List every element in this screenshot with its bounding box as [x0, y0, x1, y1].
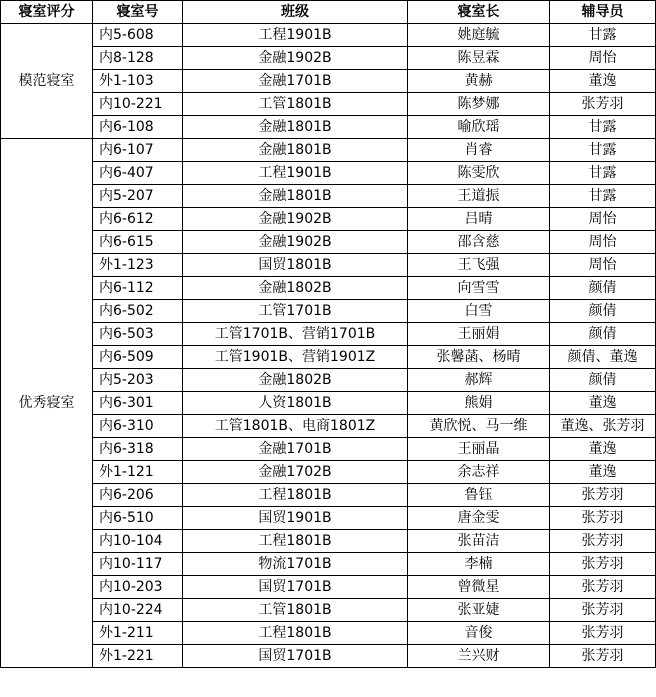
leader-cell: 张苗洁 — [408, 530, 550, 553]
counselor-cell: 颜倩 — [550, 300, 656, 323]
room-cell: 内6-112 — [93, 277, 183, 300]
class-cell: 国贸1701B — [183, 645, 408, 668]
class-cell: 工程1901B — [183, 24, 408, 47]
class-cell: 金融1802B — [183, 369, 408, 392]
room-cell: 内6-612 — [93, 208, 183, 231]
room-cell: 内6-206 — [93, 484, 183, 507]
class-cell: 人资1801B — [183, 392, 408, 415]
table-row — [1, 47, 656, 70]
counselor-cell: 张芳羽 — [550, 599, 656, 622]
counselor-cell: 周怡 — [550, 254, 656, 277]
leader-cell: 张亚婕 — [408, 599, 550, 622]
leader-cell: 鲁钰 — [408, 484, 550, 507]
table-row — [1, 599, 656, 622]
class-cell: 金融1902B — [183, 231, 408, 254]
room-cell: 内5-203 — [93, 369, 183, 392]
room-cell: 内6-310 — [93, 415, 183, 438]
room-cell: 内6-509 — [93, 346, 183, 369]
table-row — [1, 139, 656, 162]
room-cell: 外1-123 — [93, 254, 183, 277]
table-row — [1, 507, 656, 530]
counselor-cell: 张芳羽 — [550, 622, 656, 645]
class-cell: 金融1802B — [183, 277, 408, 300]
class-cell: 工程1901B — [183, 162, 408, 185]
counselor-cell: 甘露 — [550, 162, 656, 185]
class-cell: 国贸1901B — [183, 507, 408, 530]
table-row — [1, 185, 656, 208]
room-cell: 内6-318 — [93, 438, 183, 461]
class-cell: 物流1701B — [183, 553, 408, 576]
leader-cell: 音俊 — [408, 622, 550, 645]
counselor-cell: 张芳羽 — [550, 93, 656, 116]
counselor-cell: 董逸 — [550, 461, 656, 484]
leader-cell: 黄欣悦、马一维 — [408, 415, 550, 438]
class-cell: 工管1701B — [183, 300, 408, 323]
room-cell: 内6-407 — [93, 162, 183, 185]
counselor-cell: 张芳羽 — [550, 553, 656, 576]
counselor-cell: 颜倩、董逸 — [550, 346, 656, 369]
header-room: 寝室号 — [93, 1, 183, 24]
leader-cell: 余志祥 — [408, 461, 550, 484]
room-cell: 内10-104 — [93, 530, 183, 553]
room-cell: 外1-221 — [93, 645, 183, 668]
table-row — [1, 622, 656, 645]
table-row — [1, 369, 656, 392]
table-row — [1, 162, 656, 185]
leader-cell: 吕晴 — [408, 208, 550, 231]
table-row — [1, 93, 656, 116]
counselor-cell: 张芳羽 — [550, 484, 656, 507]
leader-cell: 白雪 — [408, 300, 550, 323]
counselor-cell: 甘露 — [550, 139, 656, 162]
table-body — [1, 24, 656, 668]
room-cell: 内6-301 — [93, 392, 183, 415]
counselor-cell: 颜倩 — [550, 277, 656, 300]
room-cell: 内10-224 — [93, 599, 183, 622]
table-row — [1, 254, 656, 277]
class-cell: 工程1801B — [183, 530, 408, 553]
class-cell: 工管1801B、电商1801Z — [183, 415, 408, 438]
room-cell: 内6-107 — [93, 139, 183, 162]
room-cell: 内8-128 — [93, 47, 183, 70]
header-leader: 寝室长 — [408, 1, 550, 24]
class-cell: 工管1901B、营销1901Z — [183, 346, 408, 369]
room-cell: 外1-121 — [93, 461, 183, 484]
class-cell: 金融1902B — [183, 208, 408, 231]
header-counselor: 辅导员 — [550, 1, 656, 24]
table-row — [1, 645, 656, 668]
table-row — [1, 277, 656, 300]
room-cell: 内10-221 — [93, 93, 183, 116]
counselor-cell: 甘露 — [550, 24, 656, 47]
class-cell: 工管1701B、营销1701B — [183, 323, 408, 346]
room-cell: 内6-502 — [93, 300, 183, 323]
room-cell: 内10-203 — [93, 576, 183, 599]
counselor-cell: 周怡 — [550, 208, 656, 231]
room-cell: 内5-608 — [93, 24, 183, 47]
table-row — [1, 438, 656, 461]
class-cell: 金融1801B — [183, 185, 408, 208]
leader-cell: 黄赫 — [408, 70, 550, 93]
table-row — [1, 530, 656, 553]
leader-cell: 陈雯欣 — [408, 162, 550, 185]
room-cell: 外1-211 — [93, 622, 183, 645]
room-cell: 内6-510 — [93, 507, 183, 530]
leader-cell: 郝辉 — [408, 369, 550, 392]
leader-cell: 向雪雪 — [408, 277, 550, 300]
table-row — [1, 208, 656, 231]
leader-cell: 唐金雯 — [408, 507, 550, 530]
counselor-cell: 张芳羽 — [550, 530, 656, 553]
room-cell: 内6-108 — [93, 116, 183, 139]
table-row — [1, 415, 656, 438]
header-rating: 寝室评分 — [1, 1, 93, 24]
counselor-cell: 董逸 — [550, 70, 656, 93]
leader-cell: 王道振 — [408, 185, 550, 208]
rating-group-cell: 模范寝室 — [1, 24, 93, 139]
leader-cell: 李楠 — [408, 553, 550, 576]
room-cell: 外1-103 — [93, 70, 183, 93]
table-row — [1, 70, 656, 93]
class-cell: 金融1801B — [183, 116, 408, 139]
counselor-cell: 甘露 — [550, 185, 656, 208]
leader-cell: 张馨菡、杨晴 — [408, 346, 550, 369]
leader-cell: 姚庭毓 — [408, 24, 550, 47]
table-row — [1, 553, 656, 576]
counselor-cell: 董逸 — [550, 438, 656, 461]
class-cell: 金融1902B — [183, 47, 408, 70]
table-row — [1, 24, 656, 47]
class-cell: 金融1701B — [183, 438, 408, 461]
room-cell: 内5-207 — [93, 185, 183, 208]
leader-cell: 王飞强 — [408, 254, 550, 277]
counselor-cell: 甘露 — [550, 116, 656, 139]
counselor-cell: 周怡 — [550, 47, 656, 70]
table-row — [1, 300, 656, 323]
counselor-cell: 周怡 — [550, 231, 656, 254]
leader-cell: 熊娟 — [408, 392, 550, 415]
leader-cell: 陈梦娜 — [408, 93, 550, 116]
class-cell: 国贸1801B — [183, 254, 408, 277]
counselor-cell: 颜倩 — [550, 323, 656, 346]
class-cell: 国贸1701B — [183, 576, 408, 599]
leader-cell: 兰兴财 — [408, 645, 550, 668]
class-cell: 金融1801B — [183, 139, 408, 162]
header-class: 班级 — [183, 1, 408, 24]
table-row — [1, 116, 656, 139]
table-row — [1, 346, 656, 369]
table-row — [1, 392, 656, 415]
counselor-cell: 张芳羽 — [550, 645, 656, 668]
class-cell: 金融1701B — [183, 70, 408, 93]
table-row — [1, 576, 656, 599]
leader-cell: 邵含慈 — [408, 231, 550, 254]
header-row — [1, 1, 656, 24]
room-cell: 内10-117 — [93, 553, 183, 576]
class-cell: 工管1801B — [183, 93, 408, 116]
rating-group-cell: 优秀寝室 — [1, 139, 93, 668]
leader-cell: 曾微星 — [408, 576, 550, 599]
counselor-cell: 张芳羽 — [550, 576, 656, 599]
leader-cell: 王丽娟 — [408, 323, 550, 346]
class-cell: 金融1702B — [183, 461, 408, 484]
class-cell: 工管1801B — [183, 599, 408, 622]
table-row — [1, 231, 656, 254]
counselor-cell: 颜倩 — [550, 369, 656, 392]
table-row — [1, 484, 656, 507]
leader-cell: 喻欣瑶 — [408, 116, 550, 139]
class-cell: 工程1801B — [183, 484, 408, 507]
counselor-cell: 董逸 — [550, 392, 656, 415]
room-cell: 内6-503 — [93, 323, 183, 346]
leader-cell: 陈昱霖 — [408, 47, 550, 70]
table-row — [1, 323, 656, 346]
counselor-cell: 董逸、张芳羽 — [550, 415, 656, 438]
room-cell: 内6-615 — [93, 231, 183, 254]
leader-cell: 肖睿 — [408, 139, 550, 162]
leader-cell: 王丽晶 — [408, 438, 550, 461]
class-cell: 工程1801B — [183, 622, 408, 645]
counselor-cell: 张芳羽 — [550, 507, 656, 530]
table-row — [1, 461, 656, 484]
